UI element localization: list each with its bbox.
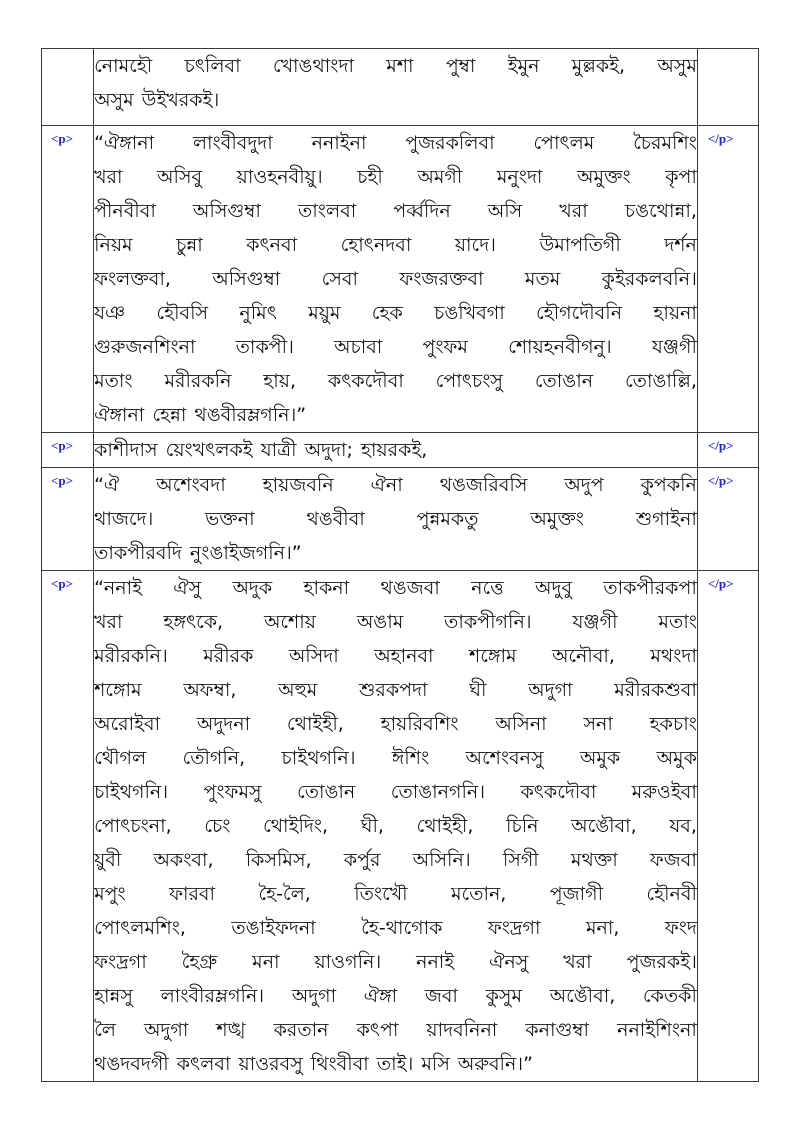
- text-line: পীনবীবা অসিগুম্বা তাংলবা পর্ব্বদিন অসি খরা চঙথোন্না,: [94, 200, 697, 222]
- paragraph-open-tag: <p>: [51, 473, 74, 488]
- text-line: নোমহৌ চৎলিবা খোঙথাংদা মশা পুম্বা ইমুন মুল্লকই, অসুম: [94, 55, 697, 77]
- table-row: [42, 49, 759, 126]
- paragraph-cell: [94, 49, 698, 126]
- document-table: [41, 48, 759, 1082]
- text-line: পোৎলমশিং, তঙাইফদনা হৈ-থাগোক ফংদ্রগা মনা, ফংদ: [94, 917, 697, 939]
- paragraph-open-tag: <p>: [51, 576, 74, 591]
- close-tag-cell: [697, 468, 758, 571]
- text-line: য়ুবী অকংবা, কিসমিস, কর্পুর অসিনি। সিগী মথক্তা ফজবা: [94, 849, 697, 871]
- table-row: [42, 126, 759, 433]
- open-tag-cell: [42, 571, 94, 1082]
- close-tag-cell: [697, 433, 758, 468]
- text-line: ঐঙ্গানা হেন্না থঙবীরম্লগনি।”: [94, 404, 307, 426]
- paragraph-open-tag: <p>: [51, 438, 74, 453]
- text-line: থাজদে। ভক্তনা থঙবীবা পুন্নমকতু অমুক্তং শুগাইনা: [94, 508, 697, 530]
- text-line: তাকপীরবদি নুংঙাইজগনি।”: [94, 542, 302, 564]
- open-tag-cell: [42, 433, 94, 468]
- text-line: “ঐ অশেংবদা হায়জবনি ঐনা থঙজরিবসি অদুপ কুপকনি: [94, 474, 697, 496]
- table-row: [42, 468, 759, 571]
- text-line: থৌগল তৌগনি, চাইথগনি। ঈশিং অশেংবনসু অমুক অমুক: [94, 747, 697, 769]
- text-line: হান্নসু লাংবীরম্লগনি। অদুগা ঐঙ্গা জবা কুসুম অঙৌবা, কেতকী: [94, 985, 697, 1007]
- close-tag-cell: [697, 126, 758, 433]
- text-line: থঙদবদগী কৎলবা য়াওরবসু থিংবীবা তাই। মসি অরুবনি।”: [94, 1053, 533, 1075]
- paragraph-close-tag: </p>: [707, 473, 734, 488]
- text-line: খরা অসিবু য়াওহনবীয়ু। চহী অমগী মনুংদা অমুক্তং কৃপা: [94, 166, 697, 188]
- text-line: অরোইবা অদুদনা থোইহী, হায়রিবশিং অসিনা সনা হকচাং: [94, 713, 697, 735]
- text-line: “ননাই ঐসু অদুক হাকনা থঙজবা নত্তে অদুবু তাকপীরকপা: [94, 577, 697, 599]
- text-line: যঞ হৌবসি নুমিৎ ময়ুম হেক চঙখিবগা হৌগদৌবনি হায়না: [94, 302, 697, 324]
- text-line: চাইথগনি। পুংফমসু তোঙান তোঙানগনি। কৎকদৌবা মরুওইবা: [94, 781, 697, 803]
- text-line: ফংলক্তবা, অসিগুম্বা সেবা ফংজরক্তবা মতম কুইরকলবনি।: [94, 268, 697, 290]
- text-line: “ঐঙ্গানা লাংবীবদুদা ননাইনা পুজরকলিবা পোৎলম চৈরমশিং: [94, 132, 697, 154]
- text-line: অসুম উইখরকই।: [94, 89, 220, 111]
- text-line: পোৎচংনা, চেং থোইদিং, ঘী, থোইহী, চিনি অঙৌবা, যব,: [94, 815, 697, 837]
- table-row: [42, 571, 759, 1082]
- close-tag-cell: [697, 571, 758, 1082]
- paragraph-cell: [94, 571, 698, 1082]
- paragraph-close-tag: </p>: [707, 576, 734, 591]
- text-line: কাশীদাস য়েংখৎলকই যাত্রী অদুদা; হায়রকই,: [94, 439, 428, 461]
- text-line: শঙ্গোম অফম্বা, অহুম শুরকপদা ঘী অদুগা মরীরকশুবা: [94, 679, 697, 701]
- text-line: মতাং মরীরকনি হায়, কৎকদৌবা পোৎচংসু তোঙান তোঙাল্লি,: [94, 370, 697, 392]
- table-row: [42, 433, 759, 468]
- text-line: খরা হঙ্গৎকে, অশোয় অঙাম তাকপীগনি। যঞ্জগী মতাং: [94, 611, 697, 633]
- paragraph-cell: [94, 468, 698, 571]
- paragraph-open-tag: <p>: [51, 131, 74, 146]
- text-line: মপুং ফারবা হৈ-লৈ, তিংখৌ মতোন, পূজাগী হৌনবী: [94, 883, 697, 905]
- text-line: গুরুজনশিংনা তাকপী। অচাবা পুংফম শোয়হনবীগনু। যঞ্জগী: [94, 336, 697, 358]
- paragraph-close-tag: </p>: [707, 438, 734, 453]
- open-tag-cell: [42, 468, 94, 571]
- open-tag-cell: [42, 49, 94, 126]
- text-line: নিয়ম চুন্না কৎনবা হোৎনদবা য়াদে। উমাপতিগী দর্শন: [94, 234, 697, 256]
- text-line: লৈ অদুগা শঙ্খ করতান কৎপা য়াদবনিনা কনাগুম্বা ননাইশিংনা: [94, 1019, 697, 1041]
- paragraph-close-tag: </p>: [707, 131, 734, 146]
- text-line: মরীরকনি। মরীরক অসিদা অহানবা শঙ্গোম অনৌবা, মথংদা: [94, 645, 697, 667]
- paragraph-cell: [94, 433, 698, 468]
- paragraph-cell: [94, 126, 698, 433]
- text-line: ফংদ্রগা হৈগ্রু মনা য়াওগনি। ননাই ঐনসু খরা পুজরকই।: [94, 951, 697, 973]
- open-tag-cell: [42, 126, 94, 433]
- close-tag-cell: [697, 49, 758, 126]
